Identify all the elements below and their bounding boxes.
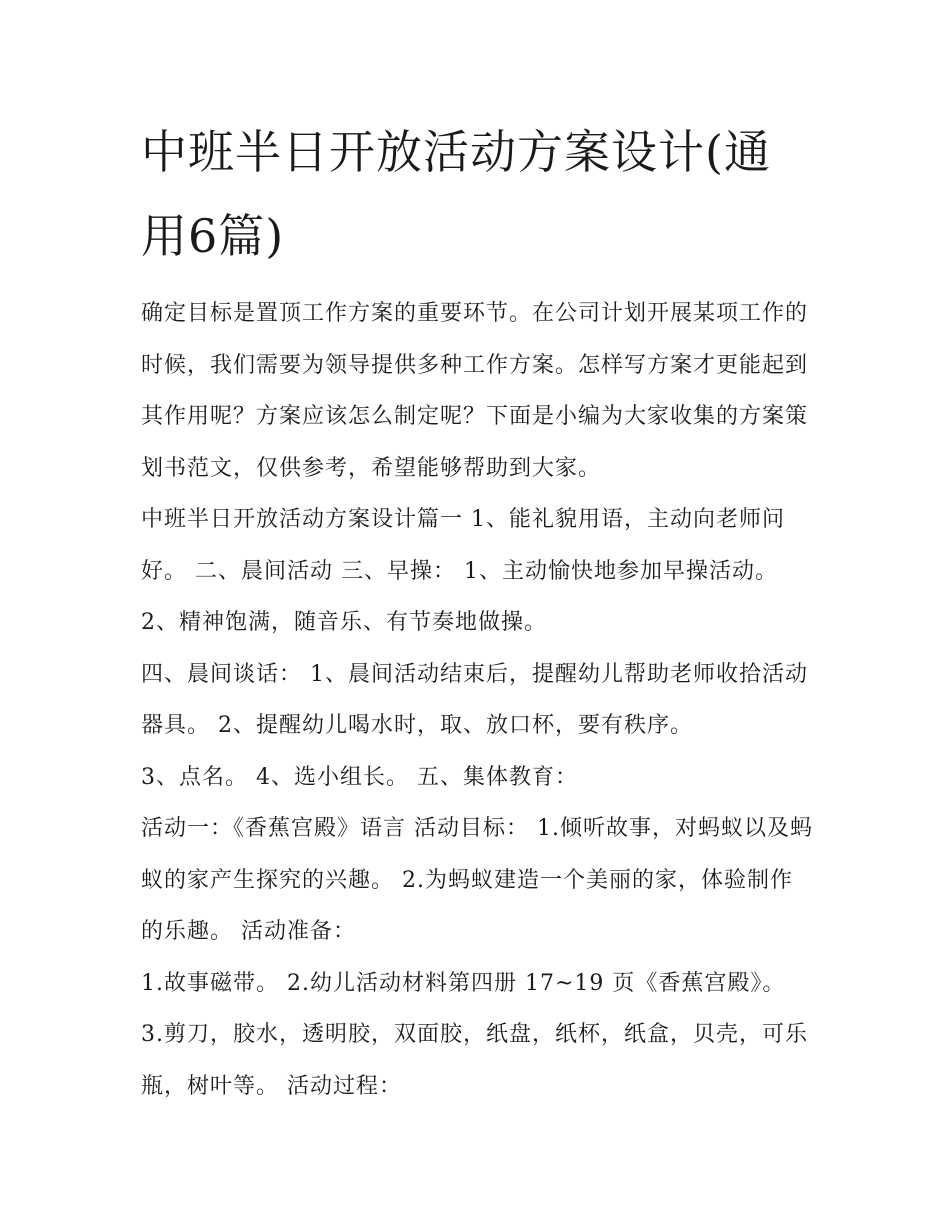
document-title: 中班半日开放活动方案设计(通用6篇)	[141, 125, 771, 263]
body-paragraph: 四、晨间谈话： 1、晨间活动结束后，提醒幼儿帮助老师收拾活动器具。 2、提醒幼儿喝水时，取、放口杯，要有秩序。	[141, 661, 808, 738]
body-paragraph: 活动一：《香蕉宫殿》语言 活动目标： 1.倾听故事，对蚂蚁以及蚂蚁的家产生探究的兴趣。 2.为蚂蚁建造一个美丽的家，体验制作的乐趣。 活动准备：	[141, 816, 813, 944]
document-page	[141, 110, 813, 1112]
body-paragraph: 3.剪刀，胶水，透明胶，双面胶，纸盘，纸杯，纸盒，贝壳，可乐瓶，树叶等。 活动过程：	[141, 1022, 808, 1099]
body-paragraph: 中班半日开放活动方案设计篇一 1、能礼貌用语，主动向老师问好。 二、晨间活动 三、早操： 1、主动愉快地参加早操活动。 2、精神饱满，随音乐、有节奏地做操。	[141, 507, 785, 635]
body-paragraph: 1.故事磁带。 2.幼儿活动材料第四册 17~19 页《香蕉宫殿》。	[141, 970, 786, 996]
body-paragraph: 3、点名。 4、选小组长。 五、集体教育：	[141, 764, 578, 790]
intro-paragraph: 确定目标是置顶工作方案的重要环节。在公司计划开展某项工作的时候，我们需要为领导提供多种工作方案。怎样写方案才更能起到其作用呢？方案应该怎么制定呢？下面是小编为大家收集的方案策划书范文，仅供参考，希望能够帮助到大家。	[141, 301, 809, 481]
